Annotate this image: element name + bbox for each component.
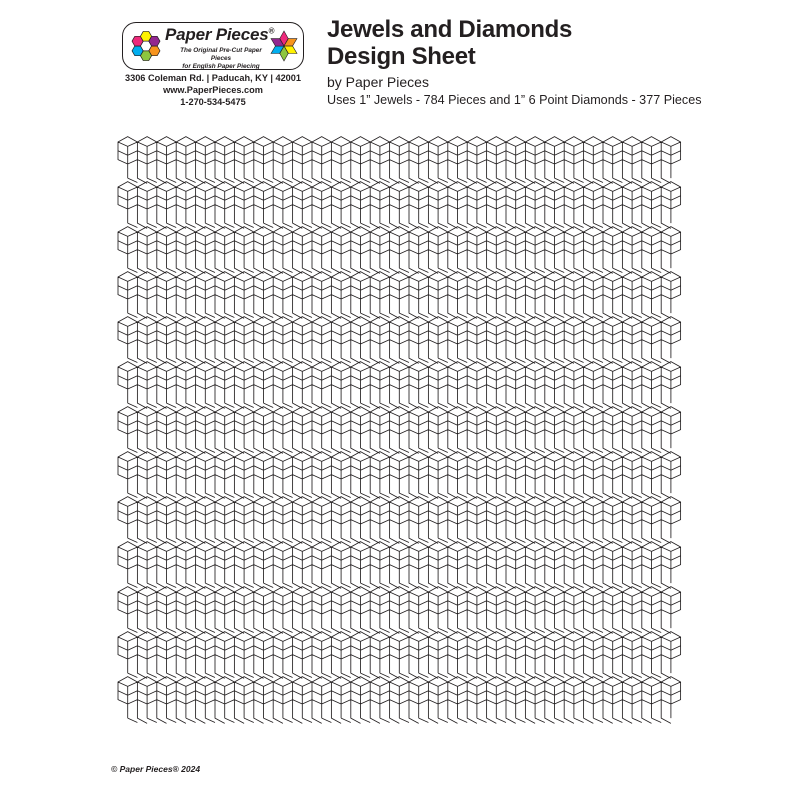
logo-brand: Paper Pieces® [165,25,275,44]
logo-tagline: The Original Pre-Cut Paper Pieces for English Paper Piecing [180,47,262,70]
copyright: © Paper Pieces® 2024 [111,764,201,774]
address: 3306 Coleman Rd. | Paducah, KY | 42001 [124,73,302,83]
byline: by Paper Pieces [327,74,429,90]
website: www.PaperPieces.com [163,85,263,95]
page-title: Jewels and Diamonds Design Sheet [327,16,573,70]
pieces-summary: Uses 1” Jewels - 784 Pieces and 1” 6 Point Diamonds - 377 Pieces [327,93,702,107]
grid-lines [118,137,681,724]
phone: 1-270-534-5475 [180,97,246,107]
